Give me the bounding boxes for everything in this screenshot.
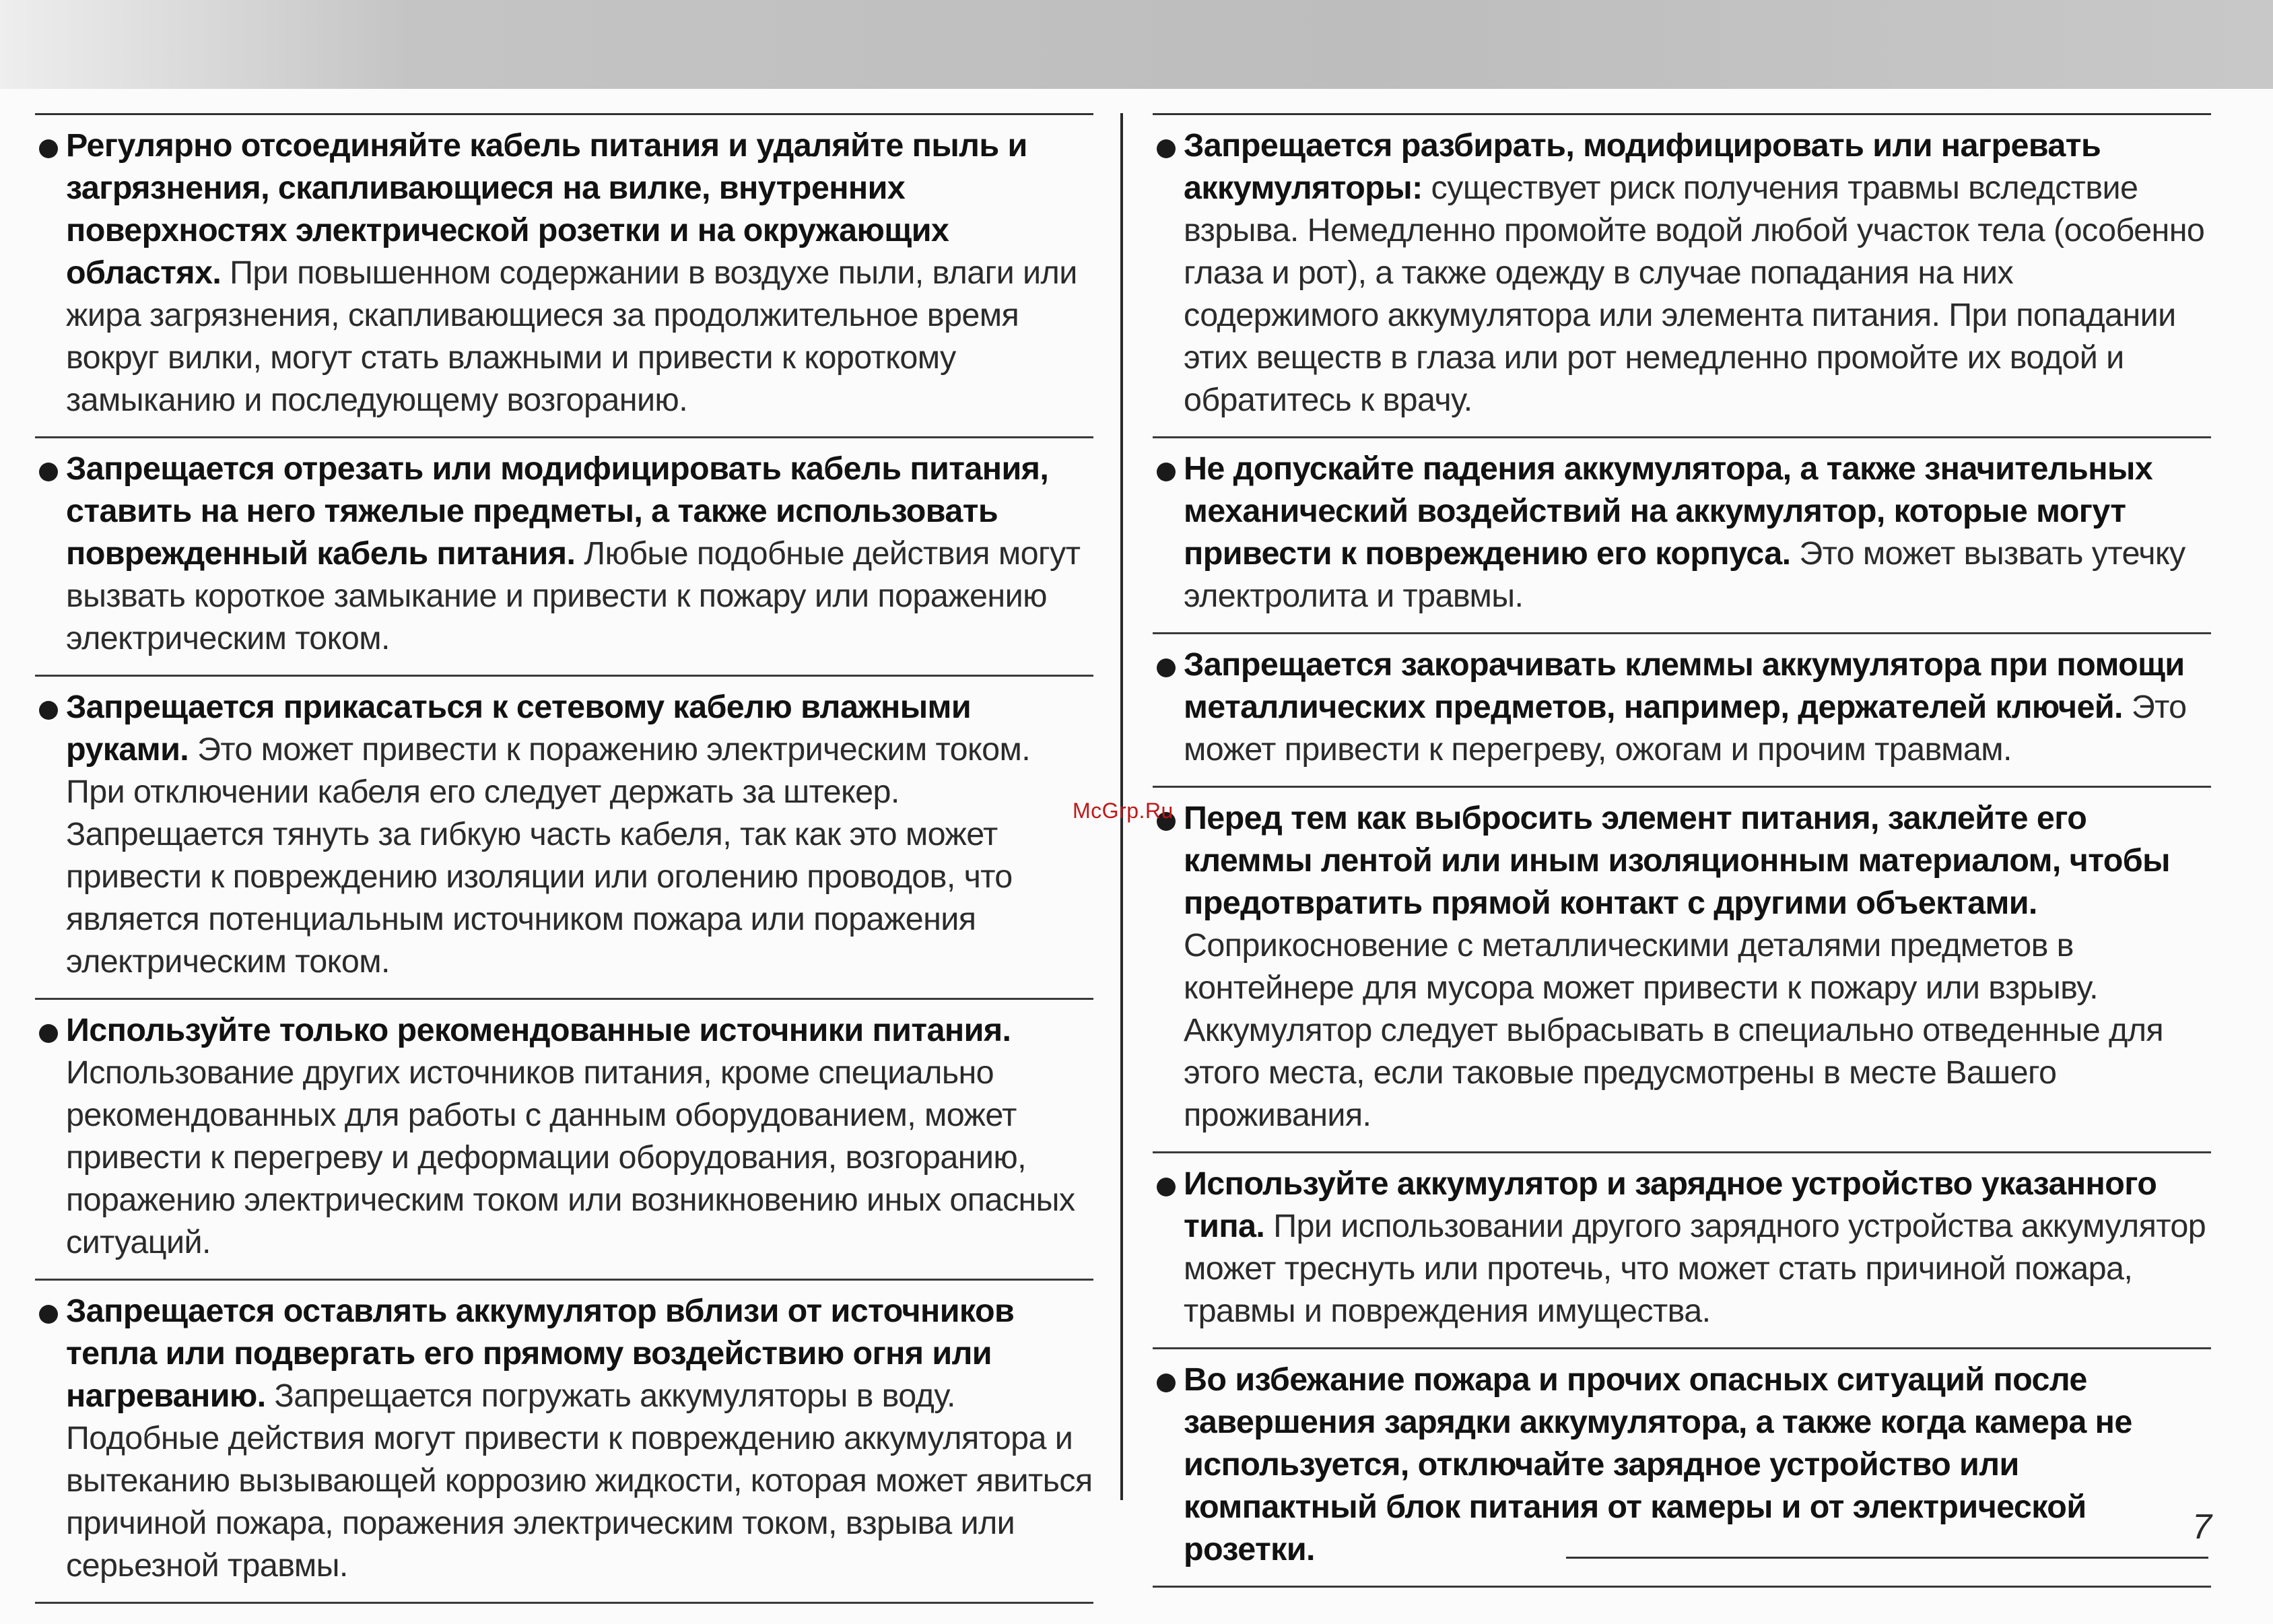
warning-heading: Во избежание пожара и прочих опасных ситуаций после завершения зарядки аккумулятора, а также когда камера не используется, отключайте зарядное устройство или компактный блок питания от камеры и от электрической розетки. <box>1184 1361 2132 1567</box>
warning-body: Соприкосновение с металлическими деталями предметов в контейнере для мусора может привести к пожару или взрыву. Аккумулятор следует выбрасывать в специально отведенные для этого места, если таковые предусмотрены в месте Вашего проживания. <box>1184 927 2164 1133</box>
warning-heading: Не допускайте падения аккумулятора, а также значительных механический воздействий на аккумулятор, которые могут привести к повреждению его корпуса. <box>1184 450 2153 572</box>
warning-heading: Запрещается разбирать, модифицировать или нагревать аккумуляторы: <box>1184 127 2101 206</box>
warning-item <box>1153 634 2211 788</box>
warning-text <box>1184 644 2211 771</box>
warning-body: Это может вызвать утечку электролита и травмы. <box>1184 535 2185 614</box>
warning-body: Любые подобные действия могут вызвать короткое замыкание и привести к пожару или поражению электрическим током. <box>66 535 1081 656</box>
bullet-icon <box>39 1024 58 1043</box>
left-column <box>35 113 1093 1604</box>
warning-heading: Запрещается закорачивать клеммы аккумулятора при помощи металлических предметов, например, держателей ключей. <box>1184 646 2185 725</box>
warning-item <box>35 115 1093 438</box>
warning-text <box>1184 1359 2211 1571</box>
warning-heading: Перед тем как выбросить элемент питания, заклейте его клеммы лентой или иным изоляционным материалом, чтобы предотвратить прямой контакт с другими объектами. <box>1184 800 2170 921</box>
bullet-icon <box>39 139 58 158</box>
warning-item <box>35 1281 1093 1604</box>
warning-text <box>66 448 1093 660</box>
right-column <box>1153 113 2211 1588</box>
warning-text <box>1184 797 2211 1137</box>
header-band <box>0 0 2273 89</box>
page-number: 7 <box>2192 1508 2212 1547</box>
bullet-icon <box>1157 1374 1176 1392</box>
warning-item <box>1153 1153 2211 1349</box>
warning-item <box>1153 438 2211 634</box>
bullet-icon <box>1157 463 1176 481</box>
bullet-icon <box>1157 139 1176 158</box>
warning-item <box>35 1000 1093 1281</box>
warning-item <box>1153 115 2211 438</box>
warning-item <box>35 438 1093 677</box>
warning-body: Использование других источников питания, кроме специально рекомендованных для работы с данным оборудованием, может привести к перегреву и деформации оборудования, возгоранию, поражению электрическим током или возникновению иных опасных ситуаций. <box>66 1054 1075 1260</box>
warning-text <box>66 125 1093 421</box>
warning-body: При использовании другого зарядного устройства аккумулятор может треснуть или протечь, что может стать причиной пожара, травмы и повреждения имущества. <box>1184 1208 2206 1329</box>
bullet-icon <box>39 1305 58 1324</box>
bullet-icon <box>1157 1178 1176 1196</box>
warning-text <box>66 1290 1093 1587</box>
warning-heading: Используйте только рекомендованные источники питания. <box>66 1012 1011 1048</box>
footer-rule <box>1566 1557 2208 1559</box>
warning-text <box>1184 125 2211 421</box>
bullet-icon <box>39 701 58 720</box>
warning-heading: Запрещается оставлять аккумулятор вблизи от источников тепла или подвергать его прямому воздействию огня или нагреванию. <box>66 1293 1015 1414</box>
warning-item <box>1153 1349 2211 1588</box>
warning-body: При повышенном содержании в воздухе пыли, влаги или жира загрязнения, скапливающиеся за продолжительное время вокруг вилки, могут стать влажными и привести к короткому замыканию и последующему возгоранию. <box>66 255 1077 418</box>
warning-text <box>66 686 1093 983</box>
warning-item <box>35 677 1093 1000</box>
watermark-text: McGrp.Ru <box>1073 799 1174 823</box>
warning-body: Запрещается погружать аккумуляторы в воду. Подобные действия могут привести к повреждению аккумулятора и вытеканию вызывающей коррозию жидкости, которая может явиться причиной пожара, поражения электрическим током, взрыва или серьезной травмы. <box>66 1378 1093 1584</box>
warning-heading: Запрещается прикасаться к сетевому кабелю влажными руками. <box>66 689 972 768</box>
warning-text <box>1184 448 2211 617</box>
warning-text <box>1184 1163 2211 1332</box>
warning-text <box>66 1009 1093 1264</box>
warning-heading: Запрещается отрезать или модифицировать кабель питания, ставить на него тяжелые предметы, а также использовать поврежденный кабель питания. <box>66 450 1049 572</box>
bullet-icon <box>1157 658 1176 677</box>
warning-heading: Регулярно отсоединяйте кабель питания и удаляйте пыль и загрязнения, скапливающиеся на вилке, внутренних поверхностях электрической розетки и на окружающих областях. <box>66 127 1027 291</box>
warning-body: существует риск получения травмы вследствие взрыва. Немедленно промойте водой любой участок тела (особенно глаза и рот), а также одежду в случае попадания на них содержимого аккумулятора или элемента питания. При попадании этих веществ в глаза или рот немедленно промойте их водой и обратитесь к врачу. <box>1184 170 2205 418</box>
warning-body: Это может привести к перегреву, ожогам и прочим травмам. <box>1184 689 2187 768</box>
warning-heading: Используйте аккумулятор и зарядное устройство указанного типа. <box>1184 1165 2157 1244</box>
warning-item <box>1153 788 2211 1153</box>
warning-body: Это может привести к поражению электрическим током. При отключении кабеля его следует держать за штекер. Запрещается тянуть за гибкую часть кабеля, так как это может привести к повреждению изоляции или оголению проводов, что является потенциальным источником пожара или поражения электрическим током. <box>66 731 1031 980</box>
bullet-icon <box>39 463 58 481</box>
